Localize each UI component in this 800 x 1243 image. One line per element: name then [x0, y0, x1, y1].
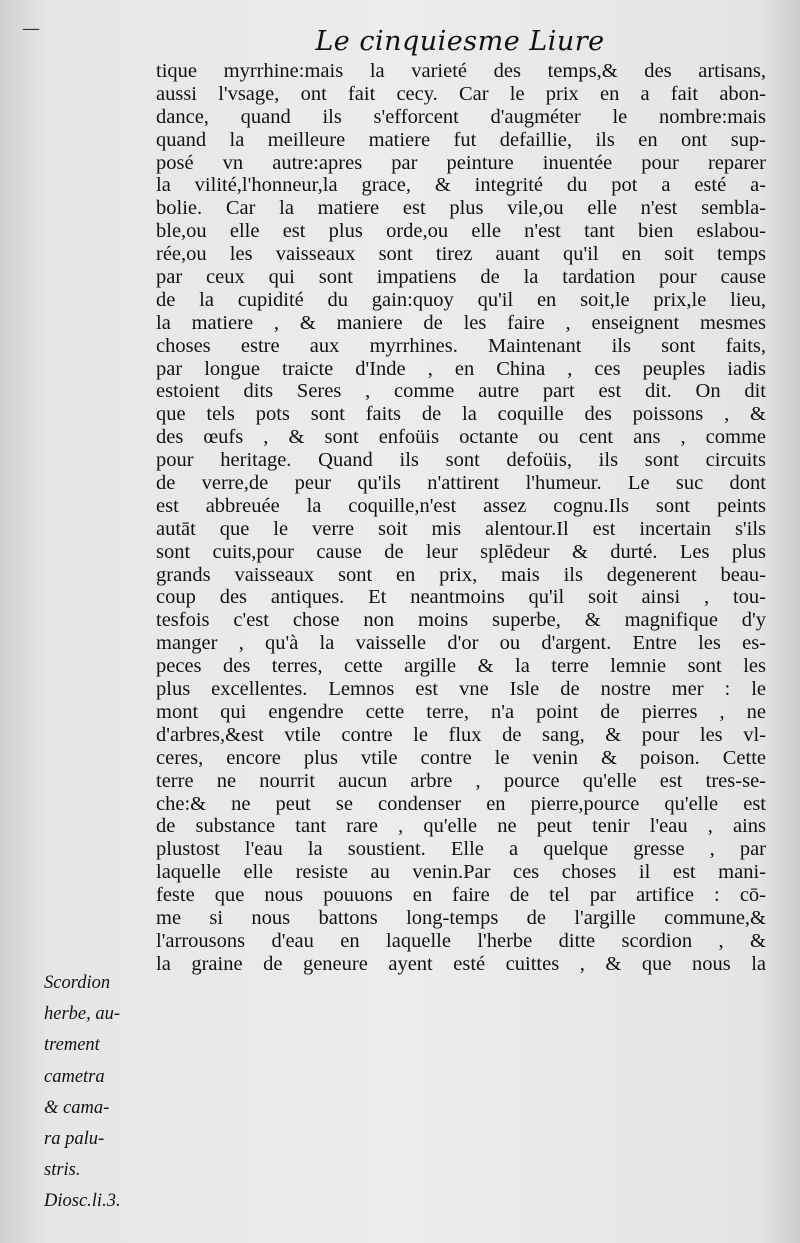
text-line: d'arbres,&est vtile contre le flux de sang, & pour les vl- — [156, 723, 766, 746]
margin-note-line: & cama- — [44, 1097, 110, 1118]
text-line: posé vn autre:apres par peinture inuentée pour reparer — [156, 151, 766, 174]
text-line: tesfois c'est chose non moins superbe, & magnifique d'y — [156, 609, 766, 632]
text-line: plus excellentes. Lemnos est vne Isle de nostre mer : le — [156, 678, 766, 701]
text-line: autāt que le verre soit mis alentour.Il est incertain s'ils — [156, 517, 766, 540]
margin-note-line: trement — [44, 1035, 100, 1056]
text-line: de verre,de peur qu'ils n'attirent l'humeur. Le suc dont — [156, 472, 766, 495]
text-line: la graine de geneure ayent esté cuittes , & que nous la — [156, 952, 766, 975]
text-line: che:& ne peut se condenser en pierre,pource qu'elle est — [156, 792, 766, 815]
text-line: dance, quand ils s'efforcent d'augméter le nombre:mais — [156, 105, 766, 128]
text-line: pour heritage. Quand ils sont defoüis, ils sont circuits — [156, 449, 766, 472]
margin-note-line: herbe, au- — [44, 1004, 121, 1025]
margin-note-line: Diosc.li.3. — [44, 1191, 121, 1212]
text-line: terre ne nourrit aucun arbre , pource qu'elle est tres-se- — [156, 769, 766, 792]
text-line: manger , qu'à la vaisselle d'or ou d'argent. Entre les es- — [156, 632, 766, 655]
margin-note-line: cametra — [44, 1066, 105, 1087]
text-line: bolie. Car la matiere est plus vile,ou elle n'est sembla- — [156, 197, 766, 220]
text-line: ble,ou elle est plus orde,ou elle n'est tant bien eslabou- — [156, 220, 766, 243]
text-line: grands vaisseaux sont en prix, mais ils degenerent beau- — [156, 563, 766, 586]
text-line: par ceux qui sont impatiens de la tardation pour cause — [156, 266, 766, 289]
text-line: feste que nous pouuons en faire de tel par artifice : cō- — [156, 884, 766, 907]
text-line: coup des antiques. Et neantmoins qu'il soit ainsi , tou- — [156, 586, 766, 609]
text-line: de substance tant rare , qu'elle ne peut tenir l'eau , ains — [156, 815, 766, 838]
text-line: choses estre aux myrrhines. Maintenant ils sont faits, — [156, 334, 766, 357]
corner-mark: — — [22, 18, 40, 39]
text-line: l'arrousons d'eau en laquelle l'herbe ditte scordion , & — [156, 929, 766, 952]
text-line: sont cuits,pour cause de leur splēdeur & durté. Les plus — [156, 540, 766, 563]
margin-note-line: stris. — [44, 1160, 81, 1181]
text-line: laquelle elle resiste au venin.Par ces choses il est mani- — [156, 861, 766, 884]
text-line: ceres, encore plus vtile contre le venin & poison. Cette — [156, 746, 766, 769]
margin-notes — [44, 968, 154, 1218]
text-line: que tels pots sont faits de la coquille des poissons , & — [156, 403, 766, 426]
text-line: la matiere , & maniere de les faire , enseignent mesmes — [156, 311, 766, 334]
running-head: Le cinquiesme Liure — [315, 26, 605, 57]
text-line: rée,ou les vaisseaux sont tirez auant qu'il en soit temps — [156, 243, 766, 266]
text-line: estoient dits Seres , comme autre part est dit. On dit — [156, 380, 766, 403]
text-line: par longue traicte d'Inde , en China , ces peuples iadis — [156, 357, 766, 380]
text-line: plustost l'eau la soustient. Elle a quelque gresse , par — [156, 838, 766, 861]
text-line: tique myrrhine:mais la varieté des temps,& des artisans, — [156, 60, 766, 82]
body-text — [156, 60, 766, 976]
text-line: aussi l'vsage, ont fait cecy. Car le prix en a fait abon- — [156, 82, 766, 105]
text-line: la vilité,l'honneur,la grace, & integrité du pot a esté a- — [156, 174, 766, 197]
text-line: mont qui engendre cette terre, n'a point de pierres , ne — [156, 700, 766, 723]
margin-note-line: ra palu- — [44, 1128, 105, 1149]
text-line: des œufs , & sont enfoüis octante ou cent ans , comme — [156, 426, 766, 449]
text-line: me si nous battons long-temps de l'argille commune,& — [156, 906, 766, 929]
margin-note-line: Scordion — [44, 973, 111, 993]
text-line: de la cupidité du gain:quoy qu'il en soit,le prix,le lieu, — [156, 288, 766, 311]
text-line: peces des terres, cette argille & la terre lemnie sont les — [156, 655, 766, 678]
text-line: quand la meilleure matiere fut defaillie, ils en ont sup- — [156, 128, 766, 151]
text-line: est abbreuée la coquille,n'est assez cognu.Ils sont peints — [156, 494, 766, 517]
